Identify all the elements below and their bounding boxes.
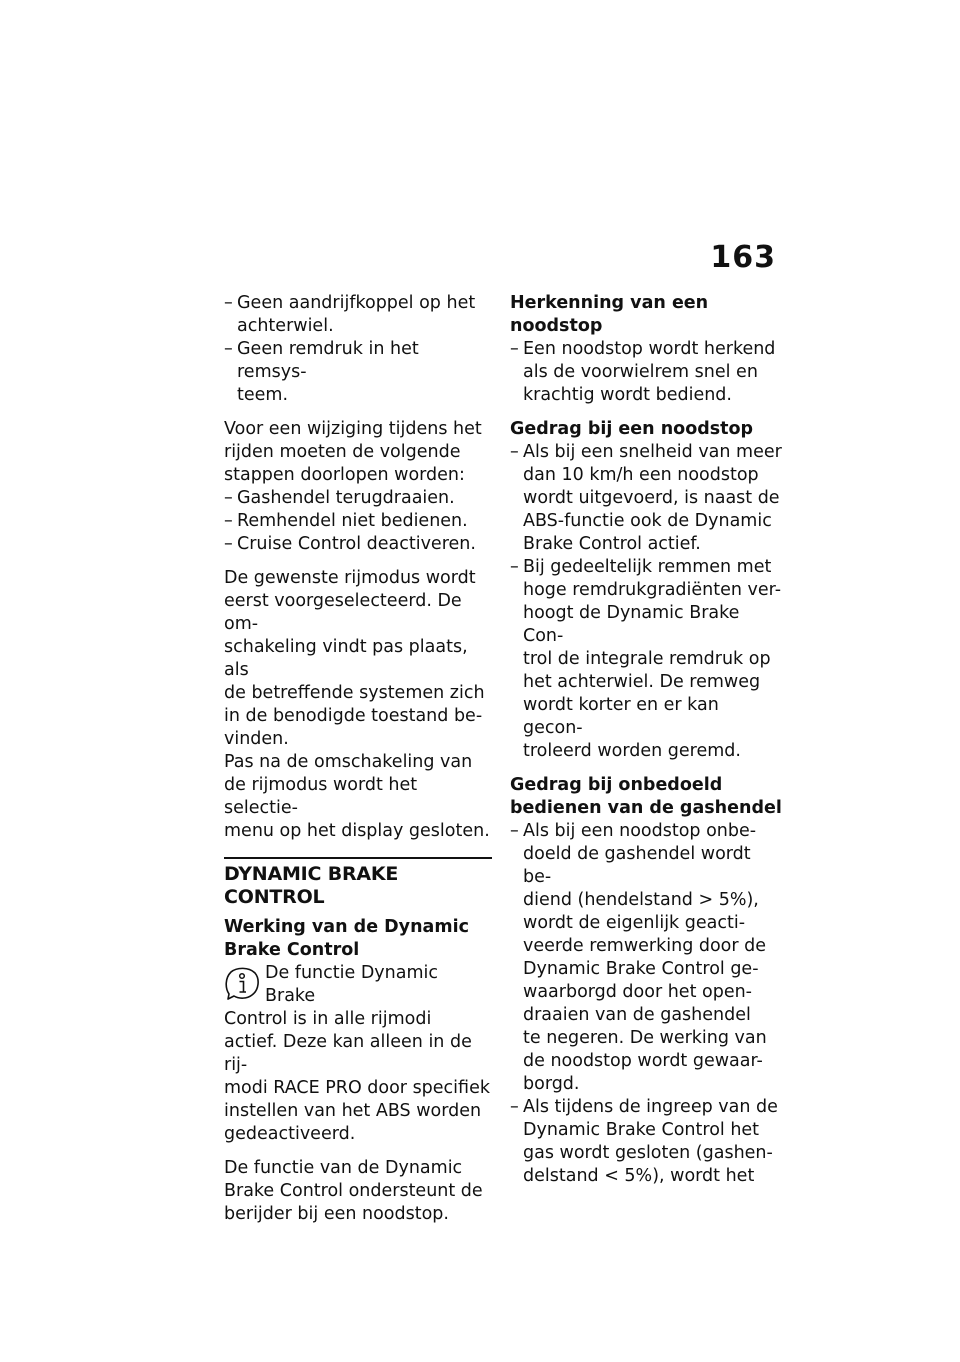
list-item-text: – Als tijdens de ingreep van de Dynamic Brake Control het gas wordt gesloten (gashen- delstand < 5%), wordt het (523, 1097, 778, 1186)
list-item (510, 441, 782, 556)
heading-unintended-throttle: Gedrag bij onbedoeld bedienen van de gashendel (510, 775, 782, 818)
list-item-text: – Gashendel terugdraaien. (237, 488, 455, 508)
list-item-text: – Geen remdruk in het remsys- teem. (237, 339, 419, 405)
right-column (510, 292, 782, 1188)
info-note (224, 962, 492, 1031)
left-column (224, 292, 492, 1226)
subheading: Werking van de Dynamic Brake Control (224, 917, 469, 960)
heading-recognition: Herkenning van een noodstop (510, 293, 709, 336)
section-title: DYNAMIC BRAKE CONTROL (224, 863, 399, 908)
paragraph-function: De functie van de Dynamic Brake Control ondersteunt de berijder bij een noodstop. (224, 1158, 483, 1224)
list-item-text: – Remhendel niet bedienen. (237, 511, 468, 531)
list-item (510, 338, 782, 407)
info-text: De functie Dynamic Brake Control is in alle rijmodi (224, 963, 439, 1029)
section-divider (224, 857, 492, 909)
list-item-text: – Een noodstop wordt herkend als de voorwielrem snel en krachtig wordt bediend. (523, 339, 776, 405)
list-item (224, 487, 492, 510)
page-number: 163 (710, 240, 776, 275)
list-item (510, 556, 782, 763)
paragraph-mode-switch: De gewenste rijmodus wordt eerst voorgeselecteerd. De om- schakeling vindt pas plaats, als de betreffende systemen zich in de benodigde toestand be- vinden. Pas na de omschakeling van de rijmodus wordt het selectie- menu op het display gesloten. (224, 568, 490, 841)
list-item (510, 820, 782, 1096)
list-item (224, 533, 492, 556)
list-item (510, 1096, 782, 1188)
list-item-text: – Als bij een snelheid van meer dan 10 km/h een noodstop wordt uitgevoerd, is naast de ABS-functie ook de Dynamic Brake Control actief. (523, 442, 782, 554)
list-item-text: – Cruise Control deactiveren. (237, 534, 476, 554)
list-item-text: – Geen aandrijfkoppel op het achterwiel. (237, 293, 476, 336)
heading-behaviour: Gedrag bij een noodstop (510, 419, 754, 439)
list-item-text: – Bij gedeeltelijk remmen met hoge remdrukgradiënten ver- hoogt de Dynamic Brake Con- trol de integrale remdruk op het achterwiel. De remweg wordt korter en er kan gecon- troleerd worden geremd. (523, 557, 782, 761)
list-item-text: – Als bij een noodstop onbe- doeld de gashendel wordt be- diend (hendelstand > 5%), wordt de eigenlijk geacti- veerde remwerking door de Dynamic Brake Control ge- waarborgd door het open- draaien van de gashendel te negeren. De werking van de noodstop wordt gewaar- borgd. (523, 821, 767, 1094)
list-item (224, 510, 492, 533)
paragraph-change-steps: Voor een wijziging tijdens het rijden moeten de volgende stappen doorlopen worden: (224, 419, 482, 485)
list-item (224, 338, 492, 407)
info-continuation: actief. Deze kan alleen in de rij- modi RACE PRO door specifiek instellen van het ABS worden gedeactiveerd. (224, 1032, 490, 1144)
list-item (224, 292, 492, 338)
info-icon (223, 966, 261, 1002)
